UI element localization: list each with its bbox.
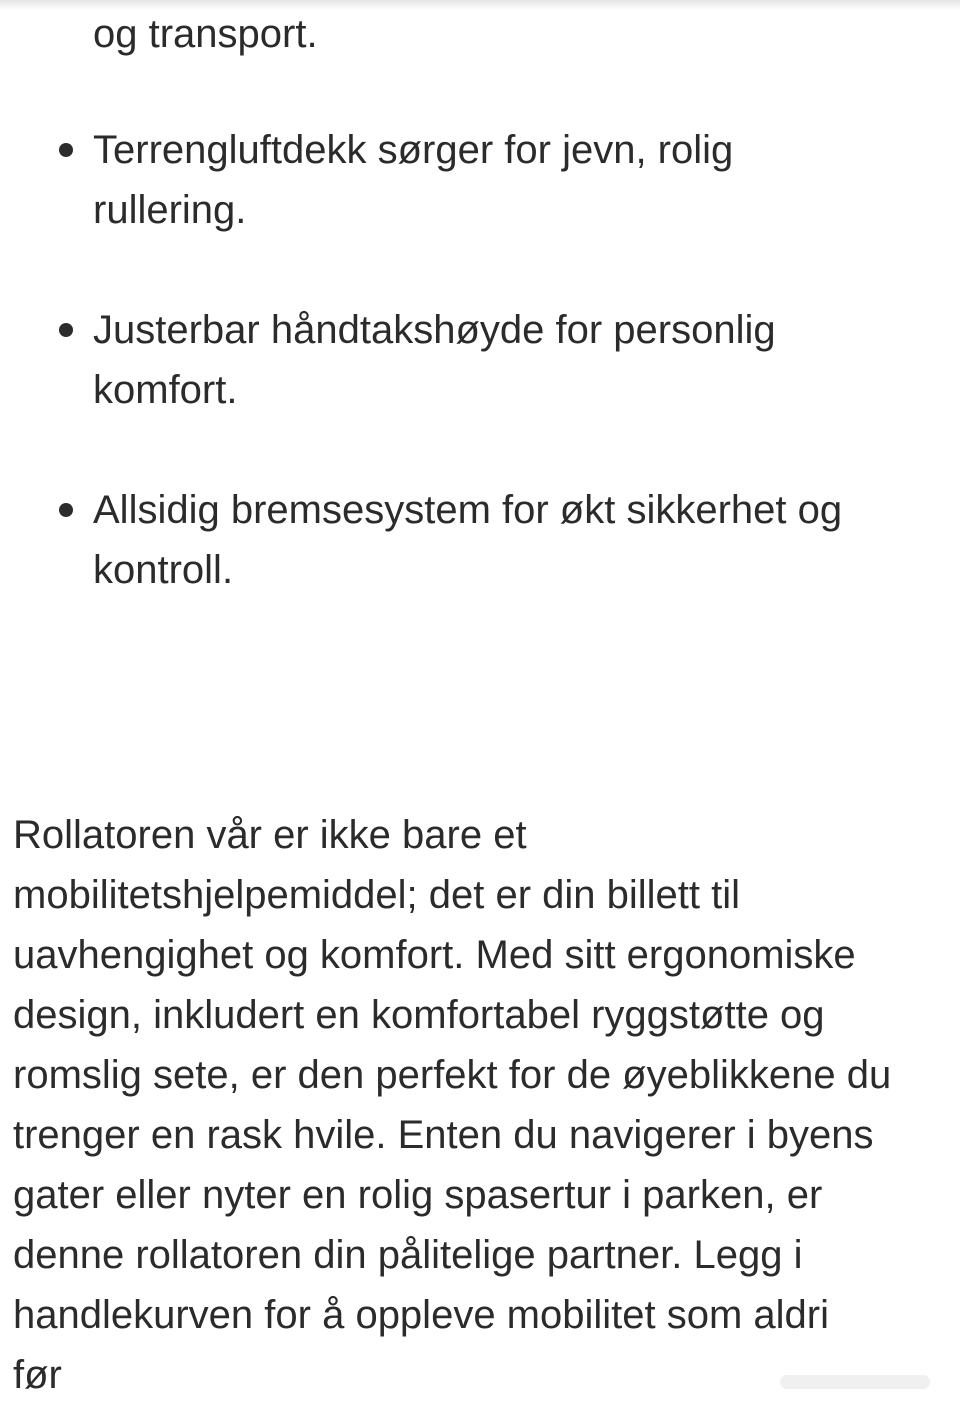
feature-list-item [93,300,913,420]
paragraph-line: denne rollatoren din pålitelige partner. Legg i [13,1233,803,1277]
feature-text-line: Terrengluftdekk sørger for jevn, rolig [93,128,734,172]
bullet-icon [59,503,73,517]
feature-text-line: Justerbar håndtakshøyde for personlig [93,308,776,352]
feature-list-item [93,120,913,240]
bullet-icon [59,323,73,337]
feature-list-item [93,480,913,600]
paragraph-line: Rollatoren vår er ikke bare et [13,813,527,857]
list-item-continuation: og transport. [93,12,318,56]
bottom-overlay-hint [780,1375,930,1389]
paragraph-line: mobilitetshjelpemiddel; det er din billett til [13,873,741,917]
description-paragraph [13,805,948,1405]
feature-text-line: Allsidig bremsesystem for økt sikkerhet og [93,488,843,532]
paragraph-line: trenger en rask hvile. Enten du navigerer i byens [13,1113,874,1157]
paragraph-line: uavhengighet og komfort. Med sitt ergonomiske [13,933,856,977]
bullet-icon [59,143,73,157]
feature-text-line: kontroll. [93,548,234,592]
paragraph-line: design, inkludert en komfortabel ryggstøtte og [13,993,825,1037]
paragraph-line: gater eller nyter en rolig spasertur i parken, er [13,1173,823,1217]
paragraph-line: handlekurven for å oppleve mobilitet som aldri [13,1293,829,1337]
feature-text-line: komfort. [93,368,238,412]
paragraph-line: romslig sete, er den perfekt for de øyeblikkene du [13,1053,892,1097]
feature-text-line: rullering. [93,188,247,232]
paragraph-line: før [13,1353,62,1397]
